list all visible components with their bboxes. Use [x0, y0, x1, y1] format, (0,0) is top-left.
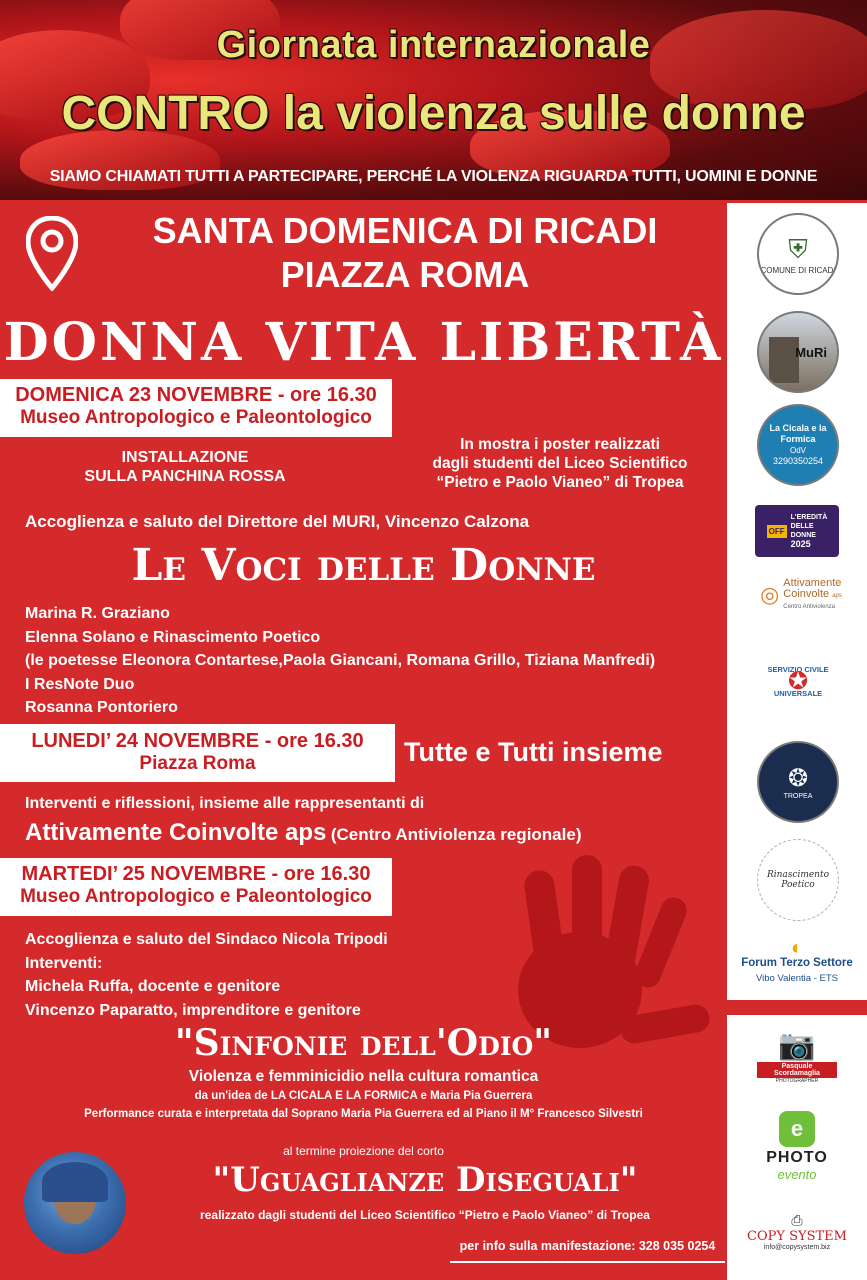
info-text: per info sulla manifestazione: 328 035 0254 [459, 1239, 716, 1253]
attivamente-coinvolte-logo: ◎ Attivamente Coinvolte aps Centro Antiviolenza [760, 576, 842, 610]
day2-org-line [25, 819, 581, 847]
sponsors-column-bottom [727, 1015, 867, 1280]
day3-lines [25, 928, 388, 1022]
day1-performers [25, 602, 655, 720]
tower-shape [769, 337, 799, 383]
motto-title: DONNA VITA LIBERTÀ [3, 312, 724, 373]
rinascimento-poetico-logo: Rinascimento Poetico [757, 839, 839, 921]
forum-icon: ◐ [790, 936, 804, 959]
eredita-donne-logo: OFF L'EREDITÀ DELLE DONNE 2025 [755, 505, 839, 557]
servizio-civile-logo: SERVIZIO CIVILE ✪ UNIVERSALE [767, 665, 829, 698]
header-banner [0, 0, 867, 200]
star-icon: ✪ [787, 668, 809, 695]
day3-line: Michela Ruffa, docente e genitore [25, 978, 281, 995]
day3-idea: da un'idea de LA CICALA E LA FORMICA e Maria Pia Guerrera [194, 1090, 533, 1102]
performer-item: Rosanna Pontoriero [25, 699, 178, 716]
day3-show-title: "Sinfonie dell'Odio" [174, 1022, 553, 1064]
day3-proiezione: al termine proiezione del corto [283, 1144, 444, 1158]
day3-performance: Performance curata e interpretata dal Soprano Maria Pia Guerrera ed al Piano il M° Francesco Silvestri [84, 1108, 643, 1120]
performer-item: (le poetesse Eleonora Contartese,Paola Giancani, Romana Grillo, Tiziana Manfredi) [25, 652, 656, 669]
location-line2: PIAZZA ROMA [280, 254, 530, 295]
day2-org: Attivamente Coinvolte aps [25, 819, 327, 846]
coat-of-arms-icon: ⛨ [788, 233, 808, 264]
shell-icon: ❂ [787, 765, 809, 792]
poster-line1: In mostra i poster realizzati [460, 436, 660, 453]
camera-icon: 📷 [778, 1029, 816, 1062]
location-pin-icon [26, 216, 78, 291]
sponsors-column [727, 203, 867, 1000]
day1-installation [60, 448, 310, 486]
day2-interventi: Interventi e riflessioni, insieme alle rappresentanti di [25, 795, 425, 812]
day3-date: MARTEDI’ 25 NOVEMBRE - ore 16.30 [21, 863, 371, 885]
forum-terzo-settore-logo: ◐ Forum Terzo Settore Vibo Valentia - ETS [741, 936, 853, 984]
photo-evento-logo: e PHOTO evento [757, 1101, 837, 1191]
corto-by: realizzato dagli studenti del Liceo Scientifico “Pietro e Paolo Vianeo” di Tropea [200, 1208, 650, 1222]
day3-place: Museo Antropologico e Paleontologico [20, 886, 372, 907]
copy-system-logo: ⎙ COPY SYSTEM info@copysystem.biz [747, 1211, 847, 1251]
spiral-icon: ◎ [760, 582, 780, 607]
printer-icon: ⎙ [791, 1211, 803, 1228]
performer-item: Marina R. Graziano [25, 605, 170, 622]
divider [450, 1261, 725, 1263]
day2-org-note: (Centro Antiviolenza regionale) [330, 825, 582, 844]
day3-date-box [0, 858, 392, 916]
performer-item: I ResNote Duo [25, 675, 135, 693]
day3-line: Interventi: [25, 954, 103, 972]
day1-welcome: Accoglienza e saluto del Direttore del MURI, Vincenzo Calzona [25, 512, 530, 531]
muri-logo: MuRi [757, 311, 839, 393]
day1-date-box [0, 379, 392, 437]
woman-photo [24, 1152, 126, 1254]
header-subtitle: SIAMO CHIAMATI TUTTI A PARTECIPARE, PERCHÉ LA VIOLENZA RIGUARDA TUTTI, UOMINI E DONNE [49, 168, 818, 185]
day3-line: Vincenzo Paparatto, imprenditore e genitore [25, 1001, 361, 1019]
poster-line2: dagli studenti del Liceo Scientifico [432, 455, 688, 472]
performer-item: Elenna Solano e Rinascimento Poetico [25, 628, 321, 646]
day1-poster-text [400, 435, 720, 492]
day1-place: Museo Antropologico e Paleontologico [20, 407, 372, 428]
header-title-line1: Giornata internazionale [216, 24, 651, 66]
day2-slogan: Tutte e Tutti insieme [404, 737, 663, 767]
header-title-line2: CONTRO la violenza sulle donne [61, 87, 806, 140]
install-line2: SULLA PANCHINA ROSSA [84, 468, 286, 485]
day3-line: Accoglienza e saluto del Sindaco Nicola Tripodi [25, 931, 388, 948]
day3-show-sub: Violenza e femminicidio nella cultura romantica [188, 1068, 539, 1085]
day2-date: LUNEDI’ 24 NOVEMBRE - ore 16.30 [31, 730, 364, 752]
poster-line3: “Pietro e Paolo Vianeo” di Tropea [436, 474, 684, 491]
tropea-school-logo: ❂ TROPEA [757, 741, 839, 823]
day2-date-box [0, 724, 395, 782]
comune-ricadi-logo: ⛨ COMUNE DI RICADI [757, 213, 839, 295]
veil-shape [42, 1162, 108, 1202]
photo-evento-icon: e [779, 1111, 815, 1147]
day1-show-title: Le Voci delle Donne [131, 540, 596, 591]
location-line1: SANTA DOMENICA DI RICADI [152, 210, 658, 251]
corto-title: "Uguaglianze Diseguali" [212, 1160, 638, 1200]
pasquale-photographer-logo: 📷 Pasquale Scordamaglia PHOTOGRAPHER [757, 1029, 837, 1085]
cicala-formica-logo: La Cicala e la Formica OdV 3290350254 [757, 404, 839, 486]
install-line1: INSTALLAZIONE [121, 449, 249, 466]
day2-place: Piazza Roma [139, 753, 256, 774]
day1-date: DOMENICA 23 NOVEMBRE - ore 16.30 [15, 384, 377, 406]
